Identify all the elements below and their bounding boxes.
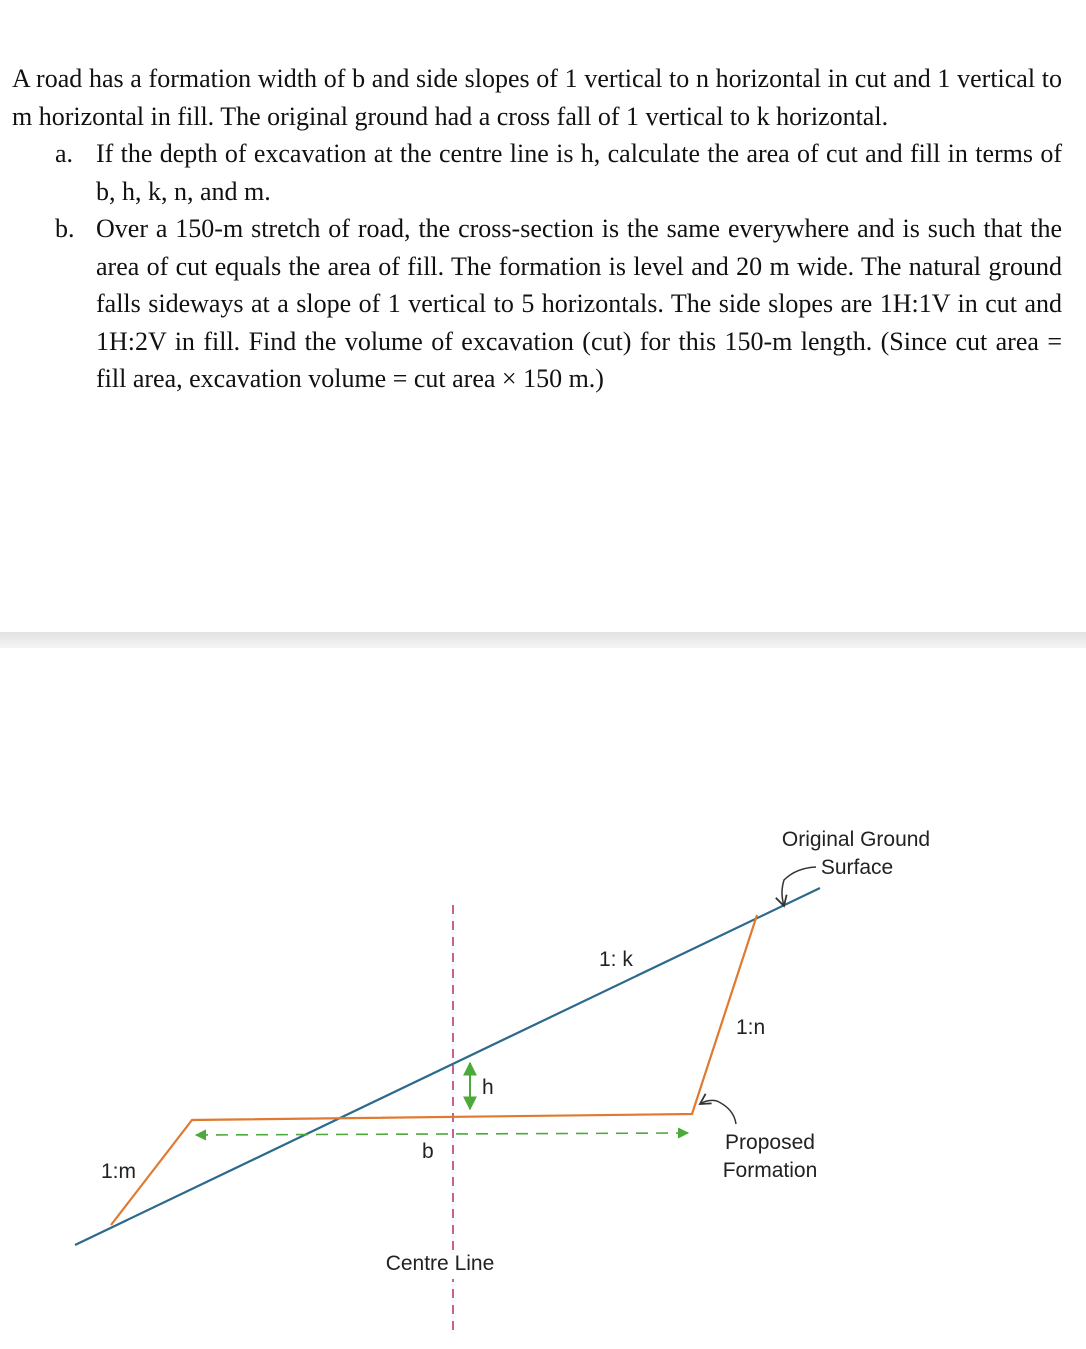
- cross-section-diagram: [0, 650, 1086, 1349]
- original-ground-leader: [782, 867, 816, 906]
- width-label: b: [422, 1140, 434, 1163]
- proposed-formation-leader: [700, 1100, 736, 1124]
- width-dimension-arrow: [196, 1133, 688, 1135]
- proposed-formation-label: Proposed: [725, 1131, 815, 1154]
- original-ground-label-line2: Surface: [820, 856, 894, 879]
- cut-slope-label: 1:n: [736, 1016, 766, 1039]
- part-a-text: If the depth of excavation at the centre line is h, calculate the area of cut and fill in terms of b, h, k, n, and m.: [96, 139, 1062, 206]
- proposed-formation: [111, 915, 757, 1225]
- part-b: [12, 210, 1062, 398]
- section-divider: [0, 632, 1086, 648]
- problem-intro: A road has a formation width of b and side slopes of 1 vertical to n horizontal in cut and 1 vertical to m horizontal in fill. The original ground had a cross fall of 1 vertical to k horizontal.: [12, 64, 1062, 131]
- original-ground-label: Original Ground: [781, 828, 931, 851]
- part-a-marker: a.: [55, 139, 74, 168]
- proposed-formation-label-line2: Formation: [722, 1159, 818, 1182]
- depth-label: h: [482, 1076, 494, 1099]
- ground-slope-label: 1: k: [599, 948, 633, 971]
- problem-statement: [12, 60, 1062, 398]
- fill-slope-label: 1:m: [101, 1160, 137, 1183]
- part-b-marker: b.: [55, 214, 75, 243]
- part-a: [12, 135, 1062, 210]
- cross-section-figure: [0, 650, 1086, 1349]
- centre-line-label: Centre Line: [385, 1252, 495, 1275]
- part-b-text: Over a 150-m stretch of road, the cross-section is the same everywhere and is such that the area of cut equals the area of fill. The formation is level and 20 m wide. The natural ground falls sideways at a slope of 1 vertical to 5 horizontals. The side slopes are 1H:1V in cut and 1H:2V in fill. Find the volume of excavation (cut) for this 150-m length. (Since cut area = fill area, excavation volume = cut area × 150 m.): [96, 214, 1062, 393]
